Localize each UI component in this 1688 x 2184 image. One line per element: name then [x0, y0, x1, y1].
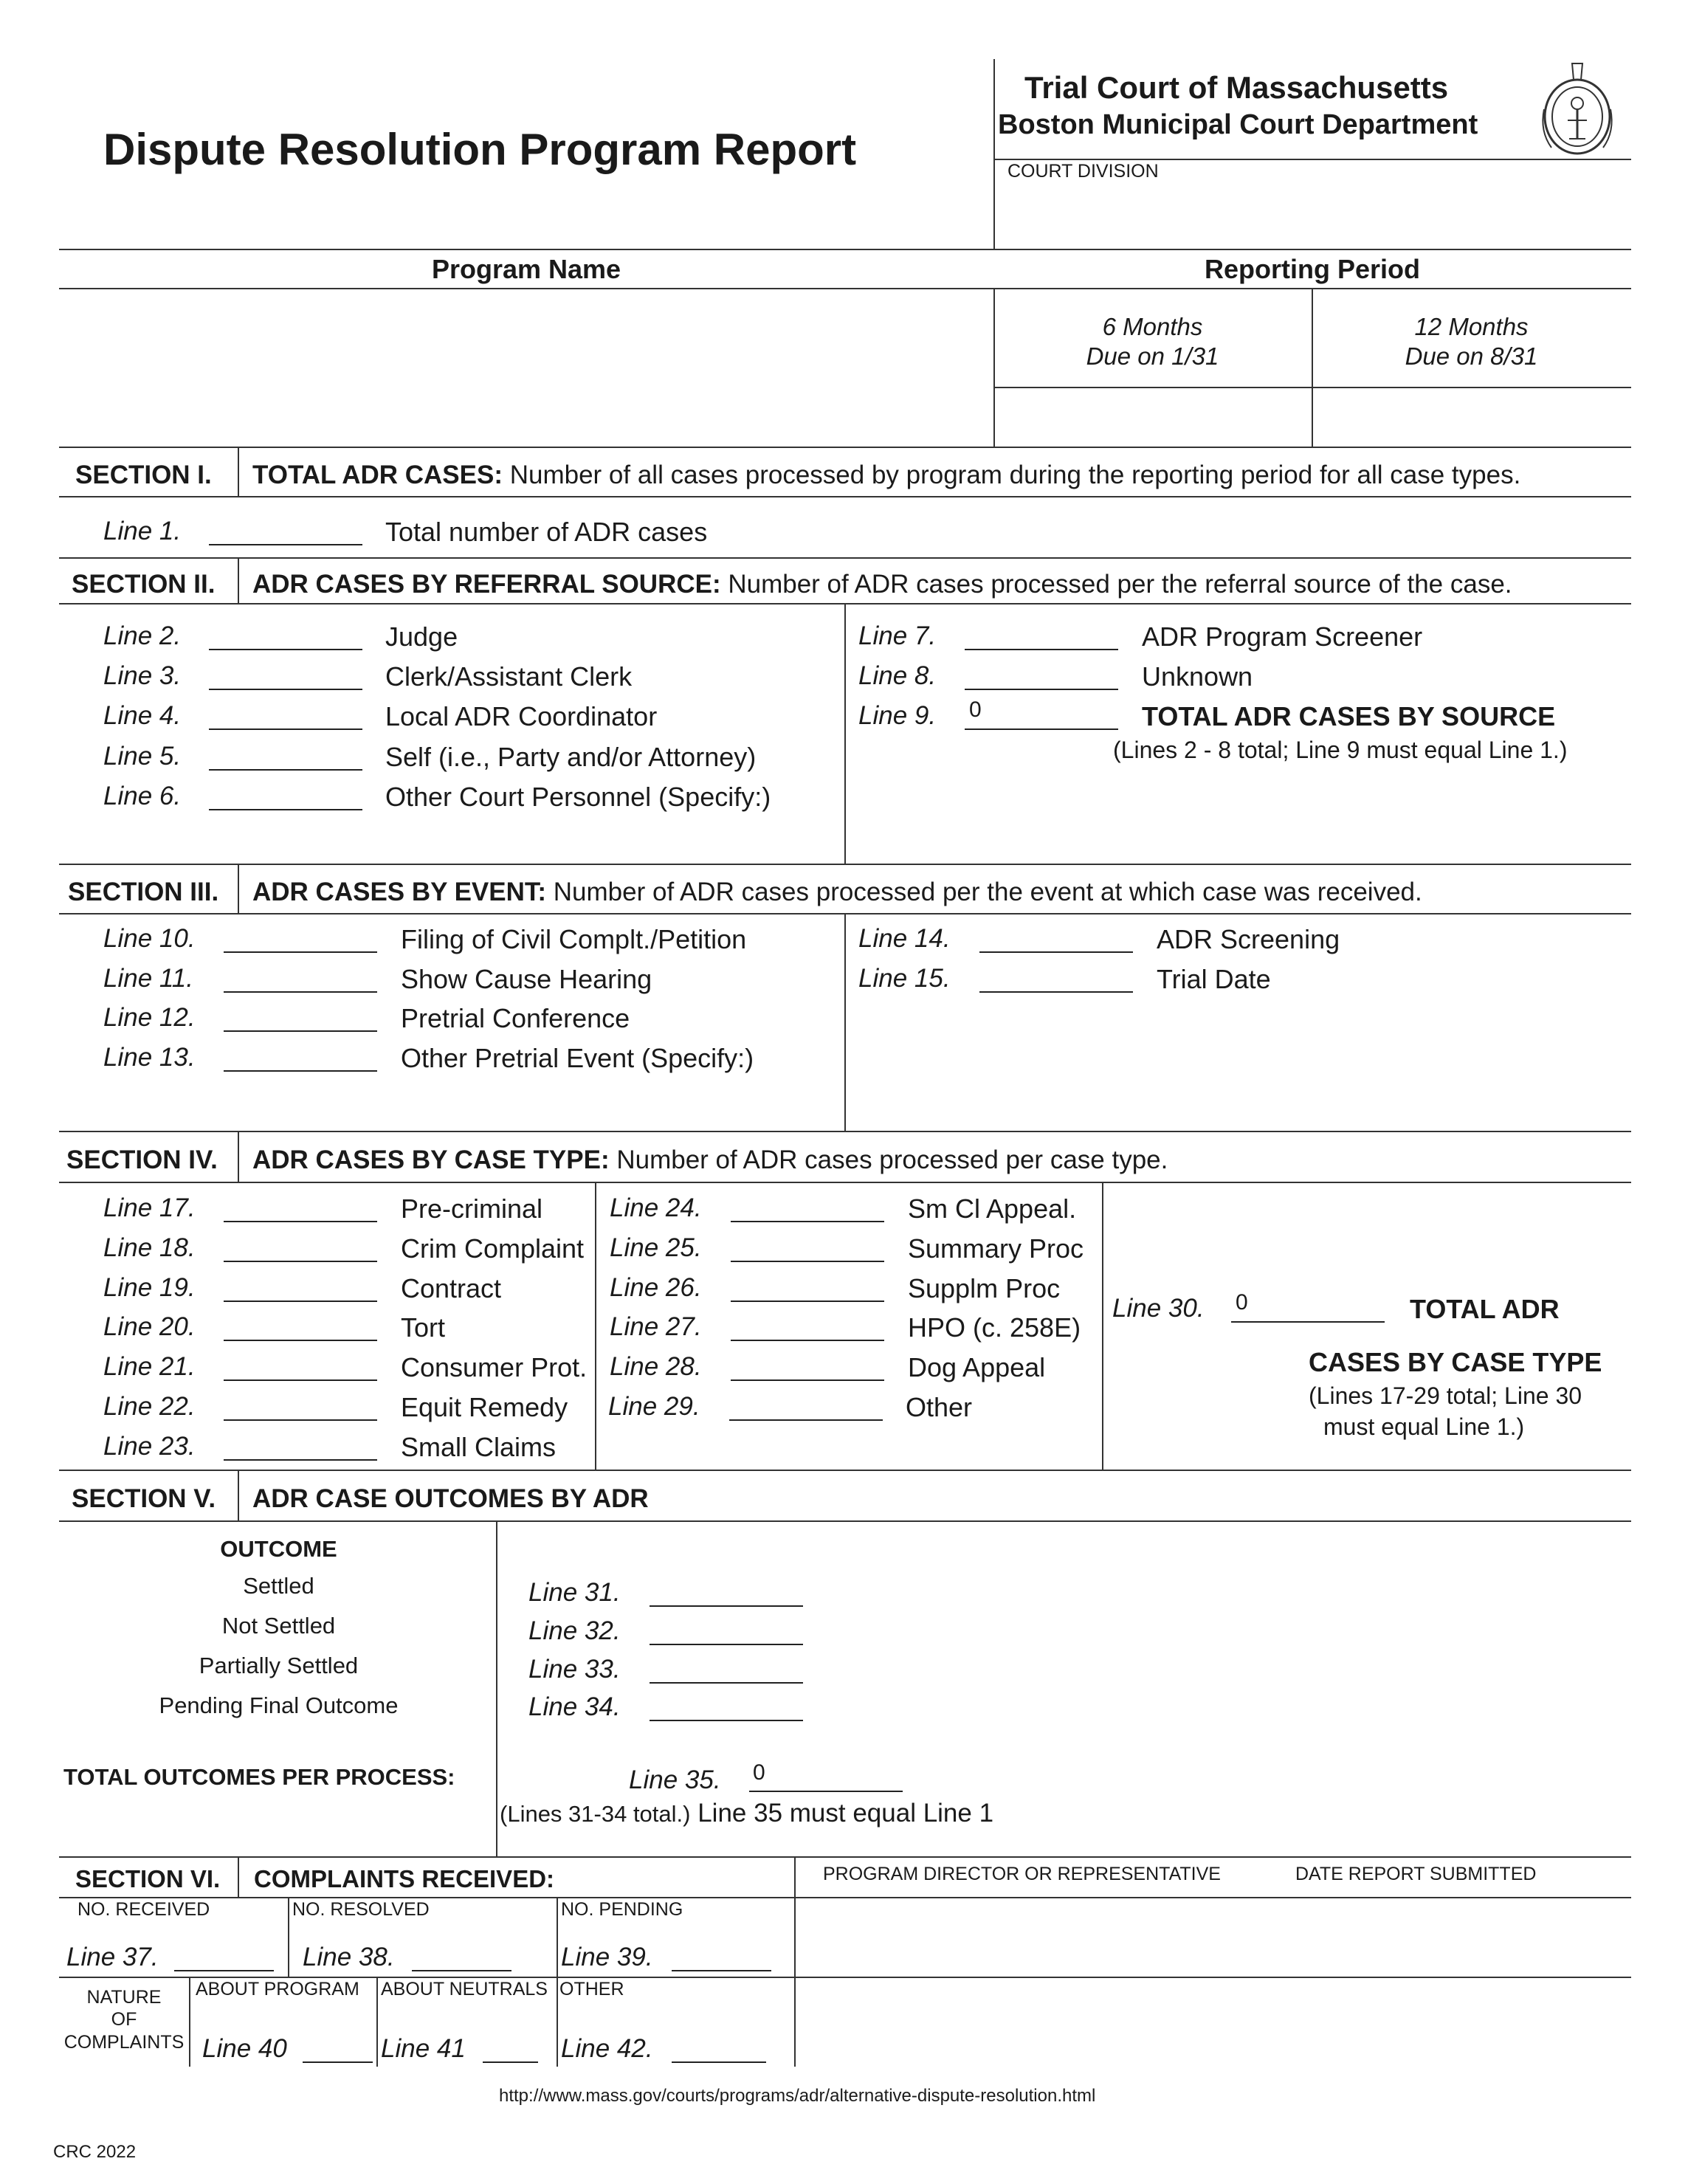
- line-15-text: Trial Date: [1157, 964, 1271, 994]
- section-4-heading: ADR CASES BY CASE TYPE:: [252, 1146, 610, 1174]
- line-11-field[interactable]: [224, 991, 377, 993]
- outcome-settled: Settled: [243, 1573, 314, 1599]
- line-12-text: Pretrial Conference: [401, 1003, 630, 1033]
- line-9-value[interactable]: 0: [969, 697, 982, 722]
- line-19-field[interactable]: [224, 1301, 377, 1302]
- line-4-label: Line 4.: [103, 701, 182, 730]
- line-17-label: Line 17.: [103, 1193, 196, 1222]
- divider: [1102, 1182, 1103, 1470]
- no-resolved-label: NO. RESOLVED: [292, 1899, 430, 1920]
- line-17-field[interactable]: [224, 1221, 377, 1222]
- line-21-label: Line 21.: [103, 1352, 196, 1381]
- line-38-label: Line 38.: [303, 1943, 395, 1971]
- line-30-note-1: (Lines 17-29 total; Line 30: [1309, 1382, 1582, 1409]
- line-22-field[interactable]: [224, 1419, 377, 1421]
- line-35-label: Line 35.: [629, 1766, 721, 1794]
- court-name: Trial Court of Massachusetts: [1024, 70, 1449, 105]
- line-28-label: Line 28.: [610, 1352, 702, 1381]
- line-28-text: Dog Appeal: [908, 1352, 1046, 1382]
- line-30-text-1: TOTAL ADR: [1410, 1294, 1560, 1324]
- line-40-field[interactable]: [303, 2061, 373, 2063]
- line-17-text: Pre-criminal: [401, 1193, 543, 1224]
- divider: [844, 913, 846, 1131]
- line-18-text: Crim Complaint: [401, 1233, 585, 1264]
- about-program-label: ABOUT PROGRAM: [196, 1979, 359, 1999]
- divider: [844, 603, 846, 864]
- section-2-heading: ADR CASES BY REFERRAL SOURCE:: [252, 570, 721, 599]
- line-6-field[interactable]: [209, 809, 362, 810]
- line-20-text: Tort: [401, 1312, 446, 1343]
- line-25-field[interactable]: [731, 1261, 884, 1262]
- divider: [59, 1182, 1631, 1183]
- line-7-label: Line 7.: [858, 621, 937, 650]
- nature-label-3: COMPLAINTS: [63, 2032, 185, 2053]
- line-28-field[interactable]: [731, 1379, 884, 1381]
- line-35-note-a: (Lines 31-34 total.): [500, 1801, 691, 1827]
- line-27-field[interactable]: [731, 1340, 884, 1341]
- outcome-label: OUTCOME: [220, 1536, 337, 1562]
- line-7-text: ADR Program Screener: [1142, 621, 1423, 652]
- section-2-description: [252, 570, 1512, 599]
- divider: [238, 557, 239, 603]
- line-2-text: Judge: [385, 621, 458, 652]
- six-months-checkbox[interactable]: [996, 390, 1309, 444]
- divider: [496, 1520, 497, 1856]
- line-20-label: Line 20.: [103, 1312, 196, 1341]
- line-24-field[interactable]: [731, 1221, 884, 1222]
- line-24-label: Line 24.: [610, 1193, 702, 1222]
- section-5-label: SECTION V.: [72, 1484, 216, 1513]
- divider: [595, 1182, 596, 1470]
- line-9-note: (Lines 2 - 8 total; Line 9 must equal Line 1.): [1113, 737, 1568, 763]
- line-30-value[interactable]: 0: [1236, 1290, 1248, 1315]
- divider: [376, 1977, 378, 2067]
- section-5-heading: ADR CASE OUTCOMES BY ADR: [252, 1484, 649, 1513]
- section-4-label: SECTION IV.: [66, 1146, 218, 1174]
- divider: [794, 1856, 796, 2067]
- other-label: OTHER: [559, 1979, 624, 1999]
- line-2-field[interactable]: [209, 649, 362, 650]
- line-23-text: Small Claims: [401, 1432, 557, 1462]
- divider: [59, 557, 1631, 559]
- line-1-field[interactable]: [209, 544, 362, 545]
- line-15-label: Line 15.: [858, 964, 951, 993]
- page-title: Dispute Resolution Program Report: [103, 125, 857, 174]
- form-code: CRC 2022: [53, 2142, 137, 2162]
- divider: [59, 1520, 1631, 1522]
- line-2-label: Line 2.: [103, 621, 182, 650]
- line-3-field[interactable]: [209, 689, 362, 690]
- line-10-field[interactable]: [224, 951, 377, 953]
- section-4-desc-text: Number of ADR cases processed per case type.: [609, 1146, 1168, 1174]
- line-7-field[interactable]: [965, 649, 1118, 650]
- court-division-label: COURT DIVISION: [1007, 161, 1159, 182]
- line-9-label: Line 9.: [858, 701, 937, 730]
- line-30-label: Line 30.: [1112, 1294, 1205, 1323]
- line-24-text: Sm Cl Appeal.: [908, 1193, 1077, 1224]
- divider: [59, 447, 1631, 448]
- line-25-label: Line 25.: [610, 1233, 702, 1262]
- divider: [238, 1856, 239, 1897]
- line-33-label: Line 33.: [528, 1655, 621, 1684]
- line-32-label: Line 32.: [528, 1616, 621, 1645]
- total-outcomes-label: TOTAL OUTCOMES PER PROCESS:: [63, 1764, 455, 1790]
- line-35-value[interactable]: 0: [753, 1760, 765, 1785]
- line-30-text-2: CASES BY CASE TYPE: [1309, 1347, 1602, 1377]
- line-38-field[interactable]: [412, 1970, 511, 1971]
- line-35-field[interactable]: [749, 1791, 903, 1792]
- line-4-text: Local ADR Coordinator: [385, 701, 658, 731]
- line-19-label: Line 19.: [103, 1273, 196, 1302]
- line-26-text: Supplm Proc: [908, 1273, 1061, 1303]
- program-name-field[interactable]: [62, 291, 991, 444]
- divider: [993, 387, 1631, 388]
- line-13-field[interactable]: [224, 1070, 377, 1072]
- no-received-label: NO. RECEIVED: [77, 1899, 210, 1920]
- line-26-label: Line 26.: [610, 1273, 702, 1302]
- divider: [59, 288, 1631, 289]
- twelve-months-label: 12 Months: [1414, 313, 1529, 340]
- line-23-field[interactable]: [224, 1459, 377, 1461]
- line-14-label: Line 14.: [858, 924, 951, 953]
- section-3-label: SECTION III.: [68, 878, 219, 906]
- outcome-partially-settled: Partially Settled: [199, 1653, 359, 1678]
- director-label: PROGRAM DIRECTOR OR REPRESENTATIVE: [823, 1864, 1221, 1884]
- line-14-field[interactable]: [979, 951, 1133, 953]
- nature-label-2: OF: [111, 2009, 137, 2030]
- line-3-text: Clerk/Assistant Clerk: [385, 661, 633, 692]
- line-4-field[interactable]: [209, 728, 362, 730]
- divider: [238, 447, 239, 496]
- line-22-text: Equit Remedy: [401, 1392, 568, 1422]
- section-6-label: SECTION VI.: [75, 1865, 221, 1892]
- header-divider: [993, 59, 995, 249]
- line-29-field[interactable]: [729, 1419, 883, 1421]
- line-19-text: Contract: [401, 1273, 502, 1303]
- line-30-note-2: must equal Line 1.): [1323, 1413, 1525, 1440]
- divider: [288, 1897, 289, 1977]
- section-3-desc-text: Number of ADR cases processed per the event at which case was received.: [546, 878, 1422, 906]
- line-31-label: Line 31.: [528, 1578, 621, 1607]
- section-2-label: SECTION II.: [72, 570, 216, 599]
- line-42-label: Line 42.: [561, 2034, 653, 2063]
- divider: [238, 1131, 239, 1182]
- director-field[interactable]: [799, 1899, 1286, 1973]
- line-39-label: Line 39.: [561, 1943, 653, 1971]
- line-14-text: ADR Screening: [1157, 924, 1340, 954]
- line-20-field[interactable]: [224, 1340, 377, 1341]
- line-35-note-b: Line 35 must equal Line 1: [690, 1799, 994, 1828]
- divider: [59, 1470, 1631, 1471]
- line-5-text: Self (i.e., Party and/or Attorney): [385, 742, 757, 772]
- footer-url[interactable]: http://www.mass.gov/courts/programs/adr/alternative-dispute-resolution.html: [499, 2086, 1096, 2106]
- section-3-heading: ADR CASES BY EVENT:: [252, 878, 547, 906]
- line-3-label: Line 3.: [103, 661, 182, 690]
- line-29-label: Line 29.: [608, 1392, 700, 1421]
- divider: [59, 1856, 1631, 1858]
- massachusetts-seal-icon: [1537, 58, 1618, 157]
- date-submitted-field[interactable]: [1292, 1899, 1627, 1973]
- line-12-label: Line 12.: [103, 1003, 196, 1032]
- section-6-heading: COMPLAINTS RECEIVED:: [254, 1865, 555, 1892]
- line-9-text: TOTAL ADR CASES BY SOURCE: [1142, 701, 1556, 731]
- program-name-label: Program Name: [431, 254, 621, 284]
- line-22-label: Line 22.: [103, 1392, 196, 1421]
- section-3-description: [252, 878, 1422, 907]
- line-8-label: Line 8.: [858, 661, 937, 690]
- line-18-field[interactable]: [224, 1261, 377, 1262]
- line-10-label: Line 10.: [103, 924, 196, 953]
- line-21-text: Consumer Prot.: [401, 1352, 588, 1382]
- section-1-heading: TOTAL ADR CASES:: [252, 461, 503, 489]
- about-neutrals-label: ABOUT NEUTRALS: [381, 1979, 548, 1999]
- line-13-label: Line 13.: [103, 1043, 196, 1072]
- line-5-field[interactable]: [209, 769, 362, 771]
- line-13-text: Other Pretrial Event (Specify:): [401, 1043, 754, 1073]
- line-6-label: Line 6.: [103, 782, 182, 810]
- department-name: Boston Municipal Court Department: [998, 109, 1478, 140]
- six-months-label: 6 Months: [1102, 313, 1203, 340]
- divider: [59, 249, 1631, 250]
- divider: [59, 496, 1631, 497]
- divider: [59, 1131, 1631, 1132]
- section-1-label: SECTION I.: [75, 461, 212, 489]
- line-23-label: Line 23.: [103, 1432, 196, 1461]
- line-39-field[interactable]: [672, 1970, 771, 1971]
- line-33-field[interactable]: [650, 1682, 803, 1684]
- divider: [238, 864, 239, 913]
- divider: [59, 864, 1631, 865]
- line-5-label: Line 5.: [103, 742, 182, 771]
- line-34-field[interactable]: [650, 1720, 803, 1721]
- line-40-label: Line 40: [202, 2034, 287, 2063]
- outcome-pending: Pending Final Outcome: [159, 1692, 399, 1718]
- section-4-description: [252, 1146, 1168, 1175]
- line-6-text: Other Court Personnel (Specify:): [385, 782, 771, 812]
- line-30-field[interactable]: [1231, 1321, 1385, 1323]
- divider: [557, 1897, 558, 2067]
- line-35-note: [500, 1799, 993, 1828]
- twelve-months-due: Due on 8/31: [1405, 342, 1538, 370]
- line-15-field[interactable]: [979, 991, 1133, 993]
- divider: [993, 159, 1631, 160]
- line-31-field[interactable]: [650, 1605, 803, 1607]
- line-27-text: HPO (c. 258E): [908, 1312, 1081, 1343]
- nature-label-1: NATURE: [86, 1987, 162, 2008]
- divider: [59, 1977, 1631, 1978]
- line-37-field[interactable]: [174, 1970, 274, 1971]
- line-8-text: Unknown: [1142, 661, 1253, 692]
- section-1-desc-text: Number of all cases processed by program during the reporting period for all case types.: [503, 461, 1521, 489]
- line-37-label: Line 37.: [66, 1943, 159, 1971]
- line-41-label: Line 41: [381, 2034, 466, 2063]
- line-27-label: Line 27.: [610, 1312, 702, 1341]
- line-26-field[interactable]: [731, 1301, 884, 1302]
- line-34-label: Line 34.: [528, 1692, 621, 1721]
- twelve-months-checkbox[interactable]: [1315, 390, 1628, 444]
- no-pending-label: NO. PENDING: [561, 1899, 683, 1920]
- divider: [59, 1897, 1631, 1898]
- line-42-field[interactable]: [672, 2061, 766, 2063]
- reporting-period-label: Reporting Period: [1204, 254, 1420, 284]
- line-25-text: Summary Proc: [908, 1233, 1084, 1264]
- line-10-text: Filing of Civil Complt./Petition: [401, 924, 747, 954]
- outcome-not-settled: Not Settled: [221, 1613, 336, 1639]
- line-11-label: Line 11.: [103, 964, 193, 993]
- divider: [238, 1470, 239, 1520]
- line-11-text: Show Cause Hearing: [401, 964, 652, 994]
- date-submitted-label: DATE REPORT SUBMITTED: [1295, 1864, 1537, 1884]
- line-8-field[interactable]: [965, 689, 1118, 690]
- section-1-description: [252, 461, 1520, 490]
- line-18-label: Line 18.: [103, 1233, 196, 1262]
- divider: [189, 1977, 190, 2067]
- section-2-desc-text: Number of ADR cases processed per the referral source of the case.: [720, 570, 1512, 599]
- line-9-field[interactable]: [965, 728, 1118, 730]
- line-12-field[interactable]: [224, 1030, 377, 1032]
- line-29-text: Other: [906, 1392, 973, 1422]
- line-21-field[interactable]: [224, 1379, 377, 1381]
- line-1-text: Total number of ADR cases: [385, 517, 708, 547]
- line-1-label: Line 1.: [103, 517, 182, 545]
- six-months-due: Due on 1/31: [1086, 342, 1219, 370]
- line-32-field[interactable]: [650, 1644, 803, 1645]
- line-41-field[interactable]: [483, 2061, 538, 2063]
